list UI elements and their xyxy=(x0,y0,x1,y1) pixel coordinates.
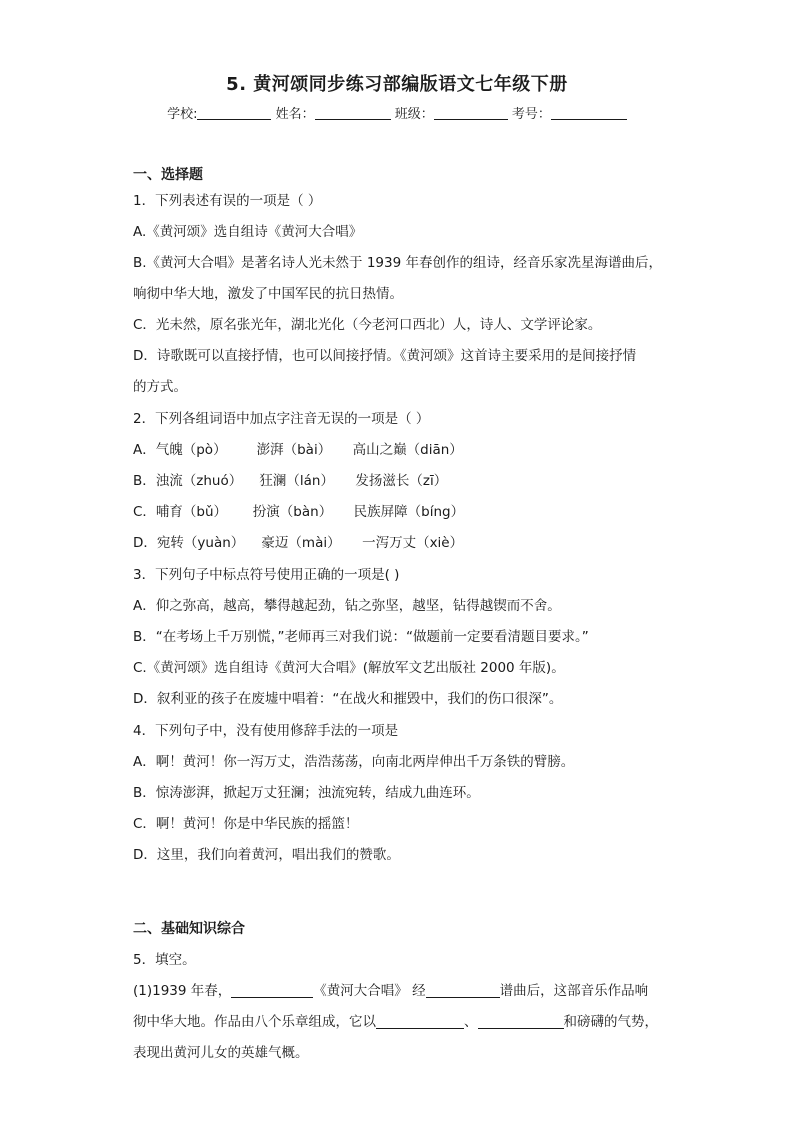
q5-text-1b: 《黄河大合唱》 经 xyxy=(313,983,426,999)
q5-text-1c: 谱曲后，这部音乐作品响 xyxy=(499,983,649,999)
question-1-option-a[interactable]: A.《黄河颂》选自组诗《黄河大合唱》 xyxy=(133,224,363,240)
question-2-option-b[interactable]: B．浊流（zhuó） 狂澜（lán） 发扬滋长（zī） xyxy=(133,473,448,489)
q5-blank-2[interactable] xyxy=(478,1013,564,1029)
name-label: 姓名： xyxy=(275,107,315,122)
q5-blank-1[interactable] xyxy=(376,1013,464,1029)
question-5-line-1 xyxy=(133,982,648,1000)
question-1-option-c[interactable]: C．光未然，原名张光年，湖北光化（今老河口西北）人，诗人、文学评论家。 xyxy=(133,317,602,333)
question-1-option-b[interactable]: B.《黄河大合唱》是著名诗人光未然于 1939 年春创作的组诗，经音乐家冼星海谱曲后， xyxy=(133,255,662,271)
question-1-stem: 1．下列表述有误的一项是（ ） xyxy=(133,193,322,209)
school-label: 学校: xyxy=(167,107,198,122)
question-3-option-c[interactable]: C.《黄河颂》选自组诗《黄河大合唱》(解放军文艺出版社 2000 年版)。 xyxy=(133,660,565,676)
question-1-option-b-cont: 响彻中华大地，激发了中国军民的抗日热情。 xyxy=(133,286,403,302)
question-4-option-c[interactable]: C．啊！黄河！你是中华民族的摇篮！ xyxy=(133,816,359,832)
question-1-option-d-cont: 的方式。 xyxy=(133,379,187,395)
question-5-stem: 5．填空。 xyxy=(133,952,196,968)
question-4-option-b[interactable]: B．惊涛澎湃，掀起万丈狂澜；浊流宛转，结成九曲连环。 xyxy=(133,785,480,801)
question-3-stem: 3．下列句子中标点符号使用正确的一项是( ) xyxy=(133,567,400,583)
class-label: 班级： xyxy=(394,107,434,122)
question-3-option-d[interactable]: D．叙利亚的孩子在废墟中唱着：“在战火和摧毁中，我们的伤口很深”。 xyxy=(133,691,563,707)
question-5-line-3: 表现出黄河儿女的英雄气概。 xyxy=(133,1045,309,1061)
q5-text-1a: (1)1939 年春， xyxy=(133,983,232,999)
question-2-option-c[interactable]: C．哺育（bǔ） 扮演（bàn） 民族屏障（bíng） xyxy=(133,504,465,520)
exam-no-blank[interactable] xyxy=(551,105,627,120)
question-5-line-2 xyxy=(133,1013,658,1031)
class-blank[interactable] xyxy=(434,105,508,120)
q5-blank-composer[interactable] xyxy=(426,982,500,998)
question-1-option-d[interactable]: D．诗歌既可以直接抒情，也可以间接抒情。《黄河颂》这首诗主要采用的是间接抒情 xyxy=(133,348,637,364)
q5-blank-author[interactable] xyxy=(231,982,313,998)
school-blank[interactable] xyxy=(197,105,271,120)
question-4-option-d[interactable]: D．这里，我们向着黄河，唱出我们的赞歌。 xyxy=(133,847,400,863)
question-4-stem: 4．下列句子中，没有使用修辞手法的一项是 xyxy=(133,723,399,739)
document-title: 5. 黄河颂同步练习部编版语文七年级下册 xyxy=(226,74,568,95)
section-heading-basic: 二、基础知识综合 xyxy=(133,921,245,937)
student-info-line xyxy=(0,103,794,122)
question-3-option-b[interactable]: B．“在考场上千万别慌，”老师再三对我们说：“做题前一定要看清题目要求。” xyxy=(133,629,589,645)
q5-text-2a: 彻中华大地。作品由八个乐章组成，它以 xyxy=(133,1014,376,1030)
question-2-option-a[interactable]: A．气魄（pò） 澎湃（bài） 高山之巅（diān） xyxy=(133,442,463,458)
q5-text-2c: 和磅礴的气势， xyxy=(563,1014,658,1030)
question-2-stem: 2．下列各组词语中加点字注音无误的一项是（ ） xyxy=(133,411,430,427)
name-blank[interactable] xyxy=(315,105,391,120)
q5-text-2b: 、 xyxy=(464,1014,478,1030)
question-2-option-d[interactable]: D．宛转（yuàn） 豪迈（mài） 一泻万丈（xiè） xyxy=(133,535,464,551)
question-3-option-a[interactable]: A．仰之弥高，越高，攀得越起劲，钻之弥坚，越坚，钻得越锲而不舍。 xyxy=(133,598,561,614)
question-4-option-a[interactable]: A．啊！黄河！你一泻万丈，浩浩荡荡，向南北两岸伸出千万条铁的臂膀。 xyxy=(133,754,575,770)
section-heading-choice: 一、选择题 xyxy=(133,167,203,183)
exam-no-label: 考号： xyxy=(511,107,551,122)
